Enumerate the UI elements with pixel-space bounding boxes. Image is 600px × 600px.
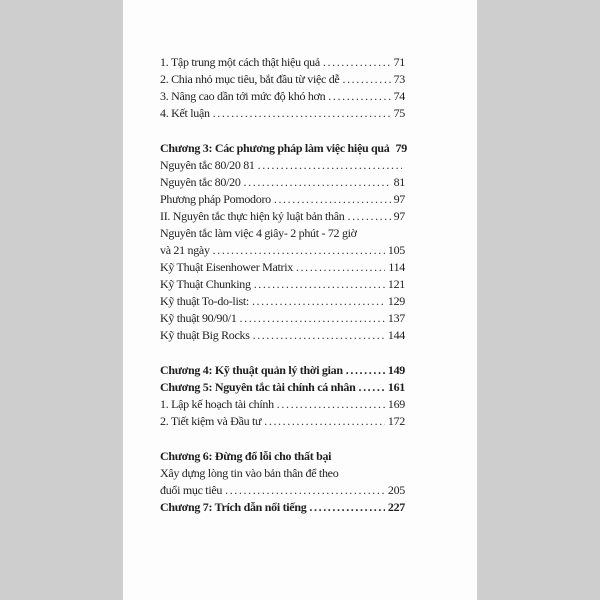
toc-entry (160, 208, 405, 225)
toc-entry-page: 97 (393, 192, 405, 206)
toc-entry (160, 482, 405, 499)
dot-leader (253, 327, 385, 344)
toc-entry-page: 121 (387, 277, 405, 291)
toc-entry-title: Chương 7: Trích dẫn nổi tiếng (160, 500, 307, 514)
toc-entry (160, 465, 405, 482)
toc-entry-page: 161 (387, 380, 405, 394)
toc-entry-title: 2. Chia nhỏ mục tiêu, bắt đầu từ việc dễ (160, 72, 340, 86)
toc-entry-title: 3. Nâng cao dần tới mức độ khó hơn (160, 89, 326, 103)
toc-entry (160, 225, 405, 242)
toc-entry-title: Kỹ Thuật Chunking (160, 277, 251, 291)
toc-entry-page: 227 (387, 500, 405, 514)
toc-entry (160, 499, 405, 516)
dot-leader (347, 208, 390, 225)
toc-entry (160, 276, 405, 293)
toc-entry (160, 191, 405, 208)
toc-entry-title: Kỹ thuật 90/90/1 (160, 311, 237, 325)
toc-entry (160, 157, 405, 174)
dot-leader (252, 293, 385, 310)
dot-leader (240, 310, 385, 327)
toc-entry (160, 140, 405, 157)
dot-leader (213, 105, 391, 122)
toc-entry-page: 114 (388, 260, 405, 274)
table-of-contents (123, 0, 477, 516)
toc-entry-title: 4. Kết luận (160, 106, 210, 120)
toc-entry-title: Kỹ thuật To-do-list: (160, 294, 249, 308)
toc-entry-title: Chương 4: Kỹ thuật quản lý thời gian (160, 363, 343, 377)
dot-leader (342, 71, 390, 88)
toc-entry (160, 362, 405, 379)
toc-entry-title: Kỹ thuật Big Rocks (160, 328, 250, 342)
toc-entry (160, 327, 405, 344)
dot-leader (264, 413, 385, 430)
dot-leader (358, 379, 384, 396)
dot-leader (346, 362, 385, 379)
toc-entry (160, 88, 405, 105)
toc-entry (160, 396, 405, 413)
toc-entry (160, 413, 405, 430)
dot-leader (254, 276, 385, 293)
toc-entry-page: 105 (387, 243, 405, 257)
toc-entry-title: Nguyên tắc làm việc 4 giây- 2 phút - 72 giờ (160, 226, 357, 240)
dot-leader (258, 157, 402, 174)
toc-entry-title: Nguyên tắc 80/20 (160, 175, 241, 189)
toc-entry-title: 1. Lập kế hoạch tài chính (160, 397, 274, 411)
toc-entry-title: II. Nguyên tắc thực hiện kỷ luật bản thân (160, 209, 345, 223)
dot-leader (213, 242, 385, 259)
toc-entry (160, 174, 405, 191)
toc-entry-title: Kỹ Thuật Eisenhower Matrix (160, 260, 293, 274)
toc-entry-title: Xây dựng lòng tin vào bản thân để theo (160, 466, 339, 480)
toc-entry-page: 172 (387, 414, 405, 428)
toc-entry (160, 379, 405, 396)
dot-leader (296, 259, 385, 276)
toc-entry-title: Chương 3: Các phương pháp làm việc hiệu quả (160, 141, 390, 155)
toc-entry-title: Phương pháp Pomodoro (160, 192, 271, 206)
toc-entry-page: 79 (395, 141, 407, 155)
dot-leader (244, 174, 391, 191)
toc-entry (160, 293, 405, 310)
toc-entry-title: Chương 5: Nguyên tắc tài chính cá nhân (160, 380, 356, 394)
toc-entry-page: 169 (387, 397, 405, 411)
book-page (123, 0, 477, 600)
toc-entry (160, 448, 405, 465)
toc-entry-title: Chương 6: Đừng đổ lỗi cho thất bại (160, 449, 332, 463)
toc-entry-page: 129 (387, 294, 405, 308)
dot-leader (328, 88, 390, 105)
toc-entry-page: 149 (387, 363, 405, 377)
toc-entry-page: 71 (393, 55, 405, 69)
toc-entry-page: 205 (387, 483, 405, 497)
dot-leader (277, 396, 385, 413)
toc-entry-title: Nguyên tắc 80/20 81 (160, 158, 255, 172)
toc-entry-page: 81 (393, 175, 405, 189)
toc-entry-title: và 21 ngày (160, 243, 210, 257)
toc-entry-title: 2. Tiết kiệm và Đầu tư (160, 414, 262, 428)
toc-entry (160, 242, 405, 259)
toc-entry-title: đuổi mục tiêu (160, 483, 223, 497)
toc-entry (160, 71, 405, 88)
toc-entry-title: 1. Tập trung một cách thật hiệu quả (160, 55, 320, 69)
toc-entry-page: 137 (387, 311, 405, 325)
dot-leader (274, 191, 391, 208)
dot-leader (309, 499, 384, 516)
toc-entry-page: 75 (393, 106, 405, 120)
toc-entry-page: 97 (393, 209, 405, 223)
dot-leader (323, 54, 391, 71)
toc-entry (160, 259, 405, 276)
toc-entry (160, 310, 405, 327)
toc-entry (160, 105, 405, 122)
toc-entry-page: 74 (393, 89, 405, 103)
toc-entry-page: 144 (387, 328, 405, 342)
toc-entry (160, 54, 405, 71)
dot-leader (225, 482, 385, 499)
toc-entry-page: 73 (393, 72, 405, 86)
